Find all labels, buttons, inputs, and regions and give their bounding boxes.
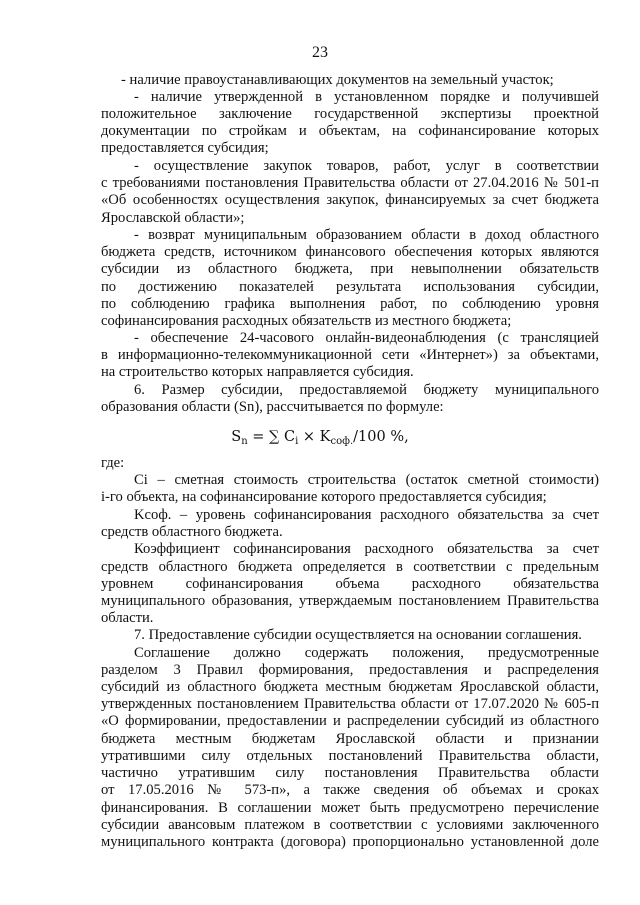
text-line: утратившими силу отдельных постановлений Правительства области, bbox=[101, 748, 599, 764]
text-line: Ярославской области»; bbox=[101, 210, 245, 226]
text-line: образования области (Sn), рассчитывается по формуле: bbox=[101, 399, 444, 415]
text-line: - обеспечение 24-часового онлайн-видеонаблюдения (с трансляцией bbox=[134, 330, 599, 346]
formula-lhs: S bbox=[231, 429, 242, 445]
text-line: разделом 3 Правил формирования, предоставления и распределения bbox=[101, 662, 599, 678]
text-line: документации по стройкам и объектам, на софинансирование которых bbox=[101, 123, 599, 139]
text-line: - возврат муниципальным образованием области в доход областного bbox=[134, 227, 599, 243]
text-line: с требованиями постановления Правительства области от 27.04.2016 № 501-п bbox=[101, 175, 599, 191]
text-line: Kсоф. – уровень софинансирования расходного обязательства за счет bbox=[134, 507, 599, 523]
text-line: средств областного бюджета определяется в соответствии с предельным bbox=[101, 559, 599, 575]
text-line: Соглашение должно содержать положения, предусмотренные bbox=[134, 645, 599, 661]
text-line: - осуществление закупок товаров, работ, услуг в соответствии bbox=[134, 158, 599, 174]
text-line: субсидии из областного бюджета, при невыполнении обязательств bbox=[101, 261, 599, 277]
text-line: по достижению показателей результата использования субсидии, bbox=[101, 279, 599, 295]
text-line: Коэффициент софинансирования расходного обязательства за счет bbox=[134, 541, 599, 557]
formula-k-subscript: соф. bbox=[330, 436, 354, 447]
text-line: муниципального контракта (договора) пропорционально установленной доле bbox=[101, 834, 599, 850]
text-line: субсидии авансовым платежом в соответствии с условиями заключенного bbox=[101, 817, 599, 833]
text-line: субсидий из областного бюджета местным бюджетам Ярославской области, bbox=[101, 679, 599, 695]
text-line: предоставляется субсидия; bbox=[101, 140, 269, 156]
formula-times: × K bbox=[298, 429, 331, 445]
formula-c-subscript: i bbox=[295, 436, 299, 447]
text-line: финансирования. В соглашении может быть предусмотрено перечисление bbox=[101, 800, 599, 816]
text-line: в информационно-телекоммуникационной сети «Интернет») за объектами, bbox=[101, 347, 599, 363]
text-line: софинансирования расходных обязательств из местного бюджета; bbox=[101, 313, 512, 329]
text-line: области. bbox=[101, 610, 154, 626]
text-line: 6. Размер субсидии, предоставляемой бюджету муниципального bbox=[134, 382, 599, 398]
text-line: на строительство которых направляется субсидия. bbox=[101, 364, 414, 380]
text-line: от 17.05.2016 № 573-п», а также сведения об объемах и сроках bbox=[101, 782, 599, 798]
formula-tail: /100 %, bbox=[353, 429, 409, 445]
text-line: средств областного бюджета. bbox=[101, 524, 283, 540]
text-line: где: bbox=[101, 455, 125, 471]
text-line: - наличие правоустанавливающих документов на земельный участок; bbox=[121, 72, 554, 88]
text-line: i-го объекта, на софинансирование которого предоставляется субсидия; bbox=[101, 489, 547, 505]
text-line: по соблюдению графика выполнения работ, по соблюдению уровня bbox=[101, 296, 599, 312]
text-line: Ci – сметная стоимость строительства (остаток сметной стоимости) bbox=[134, 472, 599, 488]
formula bbox=[0, 428, 640, 446]
formula-lhs-subscript: n bbox=[241, 436, 248, 447]
text-line: 7. Предоставление субсидии осуществляется на основании соглашения. bbox=[134, 627, 582, 643]
text-line: - наличие утвержденной в установленном порядке и получившей bbox=[134, 89, 599, 105]
text-line: муниципального образования, утверждаемым постановлением Правительства bbox=[101, 593, 599, 609]
text-line: частично утратившим силу постановления Правительства области bbox=[101, 765, 599, 781]
text-line: бюджета местным бюджетам Ярославской области и признании bbox=[101, 731, 599, 747]
text-line: положительное заключение государственной экспертизы проектной bbox=[101, 106, 599, 122]
text-line: бюджета средств, источником финансового обеспечения которых являются bbox=[101, 244, 599, 260]
text-line: утвержденных постановлением Правительства области от 17.07.2020 № 605-п bbox=[101, 696, 599, 712]
formula-sum: = ∑ C bbox=[247, 429, 296, 445]
text-line: уровнем софинансирования объема расходного обязательства bbox=[101, 576, 599, 592]
page-number: 23 bbox=[312, 44, 328, 61]
text-line: «О формировании, предоставлении и распределении субсидий из областного bbox=[101, 713, 599, 729]
text-line: «Об особенностях осуществления закупок, финансируемых за счет бюджета bbox=[101, 192, 599, 208]
